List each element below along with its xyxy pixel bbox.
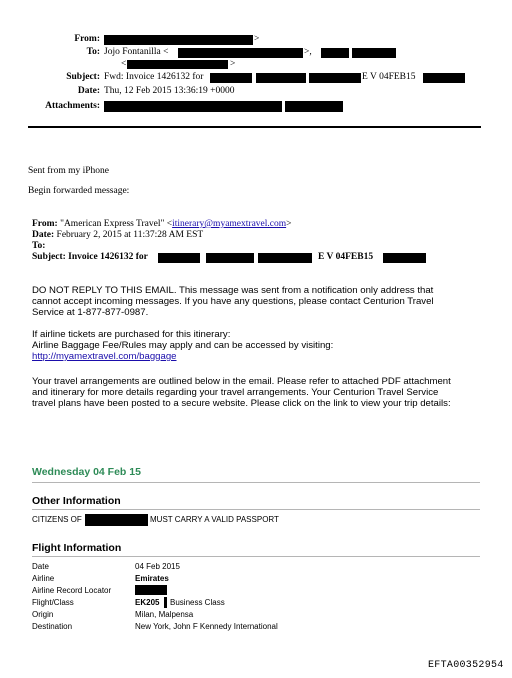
subject-label: Subject: [66,72,100,82]
header-divider [28,126,481,128]
flight-class-value: Business Class [170,598,225,607]
attachment-redaction[interactable] [285,101,343,112]
fwd-date-value: February 2, 2015 at 11:37:28 AM EST [56,230,204,240]
redaction [352,48,396,58]
other-info-title: Other Information [32,495,121,507]
flight-row-label: Destination [32,622,73,631]
day-heading: Wednesday 04 Feb 15 [32,466,141,478]
fwd-subject-suffix: E V 04FEB15 [318,252,374,262]
to-open-2: < [121,59,127,69]
to-close-2: > [230,59,236,69]
document-id: EFTA00352954 [428,660,504,671]
day-rule [32,482,480,483]
attachments-label: Attachments: [45,101,100,111]
baggage-link[interactable]: http://myamextravel.com/baggage [32,351,177,362]
fwd-date-label: Date: [32,230,55,240]
redaction [127,60,228,69]
redaction [158,253,200,263]
notice-paragraph [32,285,434,318]
flight-row-label: Origin [32,610,54,619]
date-label: Date: [77,86,100,96]
arrangements-paragraph [32,376,451,409]
date-value: Thu, 12 Feb 2015 13:36:19 +0000 [104,86,235,96]
flight-row-value: Milan, Malpensa [135,610,194,619]
to-close: >, [304,47,312,57]
flight-info-rule [32,556,480,557]
flight-row-label: Airline Record Locator [32,586,112,595]
flight-row-value: New York, John F Kennedy International [135,622,278,631]
subject-suffix: E V 04FEB15 [362,72,416,82]
arrangements-line-3: travel plans have been posted to a secure website. Please click on the link to view your trip details: [32,398,451,409]
redaction [256,73,306,83]
from-close: > [254,34,260,44]
fwd-subject-label: Subject: [32,252,66,262]
flight-row-label: Date [32,562,49,571]
redaction [164,597,167,608]
citizens-suffix: MUST CARRY A VALID PASSPORT [150,515,279,524]
redaction [321,48,349,58]
baggage-paragraph [32,329,333,362]
arrangements-line-1: Your travel arrangements are outlined below in the email. Please refer to attached PDF attachment [32,376,451,387]
fwd-from-value: "American Express Travel" < [60,219,173,229]
redaction [309,73,361,83]
redaction [258,253,312,263]
other-info-rule [32,509,480,510]
fwd-subject-value: Invoice 1426132 for [68,252,148,262]
redaction [178,48,303,58]
attachment-redaction[interactable] [104,101,282,112]
redaction [85,514,148,526]
notice-line-1: DO NOT REPLY TO THIS EMAIL. This message was sent from a notification only address that [32,285,434,296]
baggage-line-1: If airline tickets are purchased for this itinerary: [32,329,231,340]
flight-row-label: Flight/Class [32,598,74,607]
redaction [206,253,254,263]
subject-value: Fwd: Invoice 1426132 for [104,72,204,82]
redaction [210,73,252,83]
baggage-line-2: Airline Baggage Fee/Rules may apply and can be accessed by visiting: [32,340,334,351]
fwd-to-line [32,241,45,251]
from-label: From: [74,34,100,44]
redaction [383,253,426,263]
redaction [423,73,465,83]
sent-from-text: Sent from my iPhone [28,166,110,176]
redaction [104,35,253,45]
flight-row-label: Airline [32,574,55,583]
notice-line-2: cannot accept incoming messages. If you have any questions, please contact Centurion Travel [32,296,434,307]
fwd-subject-line [32,252,148,262]
fwd-from-line [32,219,291,229]
fwd-to-label: To: [32,241,46,251]
flight-row-value: 04 Feb 2015 [135,562,180,571]
forwarded-message-text: Begin forwarded message: [28,186,130,196]
to-label: To: [86,47,100,57]
to-value: Jojo Fontanilla < [104,47,169,57]
flight-row-value: Emirates [135,574,169,583]
notice-line-3: Service at 1-877-877-0987. [32,307,149,318]
fwd-date-line [32,230,203,240]
fwd-from-label: From: [32,219,58,229]
redaction [135,585,167,595]
fwd-from-email-link[interactable]: itinerary@myamextravel.com [172,219,287,229]
arrangements-line-2: and itinerary for more details regarding your travel arrangements. Your Centurion Travel Service [32,387,439,398]
flight-info-title: Flight Information [32,542,122,554]
fwd-from-close: > [286,219,292,229]
citizens-prefix: CITIZENS OF [32,515,82,524]
flight-row-value: EK205 [135,598,160,607]
